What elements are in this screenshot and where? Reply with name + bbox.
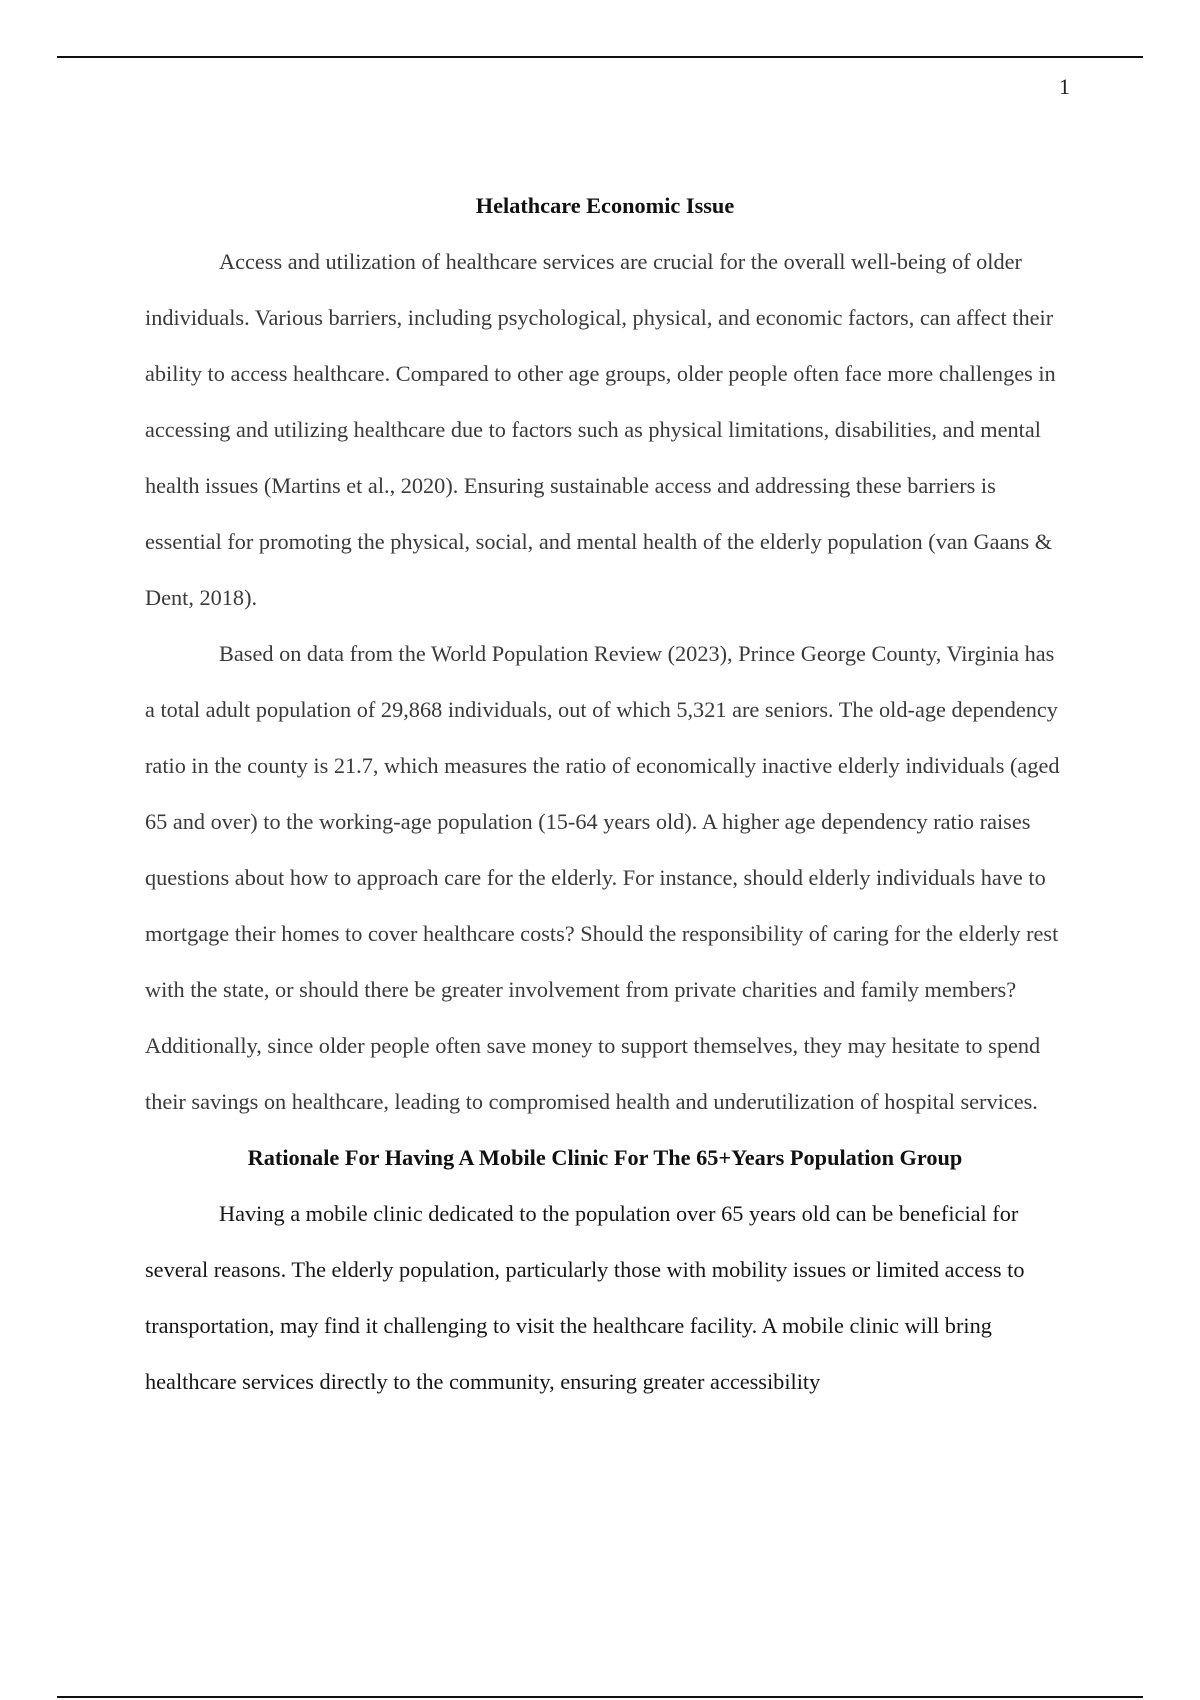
page-number: 1 — [1059, 74, 1070, 99]
section-heading-economic-issue: Helathcare Economic Issue — [475, 193, 735, 218]
section-heading-mobile-clinic-rationale: Rationale For Having A Mobile Clinic For The 65+Years Population Group — [247, 1145, 963, 1170]
paragraph-mobile-clinic: Having a mobile clinic dedicated to the population over 65 years old can be beneficial for several reasons. The elderly population, particularly those with mobility issues or limited access to transportation, may find it challenging to visit the healthcare facility. A mobile clinic will bring healthcare services directly to the community, ensuring greater accessibility — [145, 1201, 1025, 1394]
footer-rule — [57, 1696, 1143, 1698]
paragraph-population-data: Based on data from the World Population Review (2023), Prince George County, Virginia has a total adult population of 29,868 individuals, out of which 5,321 are seniors. The old-age dependency ratio in the county is 21.7, which measures the ratio of economically inactive elderly individuals (aged 65 and over) to the working-age population (15-64 years old). A higher age dependency ratio raises questions about how to approach care for the elderly. For instance, should elderly individuals have to mortgage their homes to cover healthcare costs? Should the responsibility of caring for the elderly rest with the state, or should there be greater involvement from private charities and family members? Additionally, since older people often save money to support themselves, they may hesitate to spend their savings on healthcare, leading to compromised health and underutilization of hospital services. — [145, 641, 1060, 1114]
header-rule — [57, 56, 1143, 58]
document-body — [145, 178, 1065, 1410]
paragraph-access-utilization: Access and utilization of healthcare services are crucial for the overall well-being of older individuals. Various barriers, including psychological, physical, and economic factors, can affect their ability to access healthcare. Compared to other age groups, older people often face more challenges in accessing and utilizing healthcare due to factors such as physical limitations, disabilities, and mental health issues (Martins et al., 2020). Ensuring sustainable access and addressing these barriers is essential for promoting the physical, social, and mental health of the elderly population (van Gaans & Dent, 2018). — [145, 249, 1056, 610]
